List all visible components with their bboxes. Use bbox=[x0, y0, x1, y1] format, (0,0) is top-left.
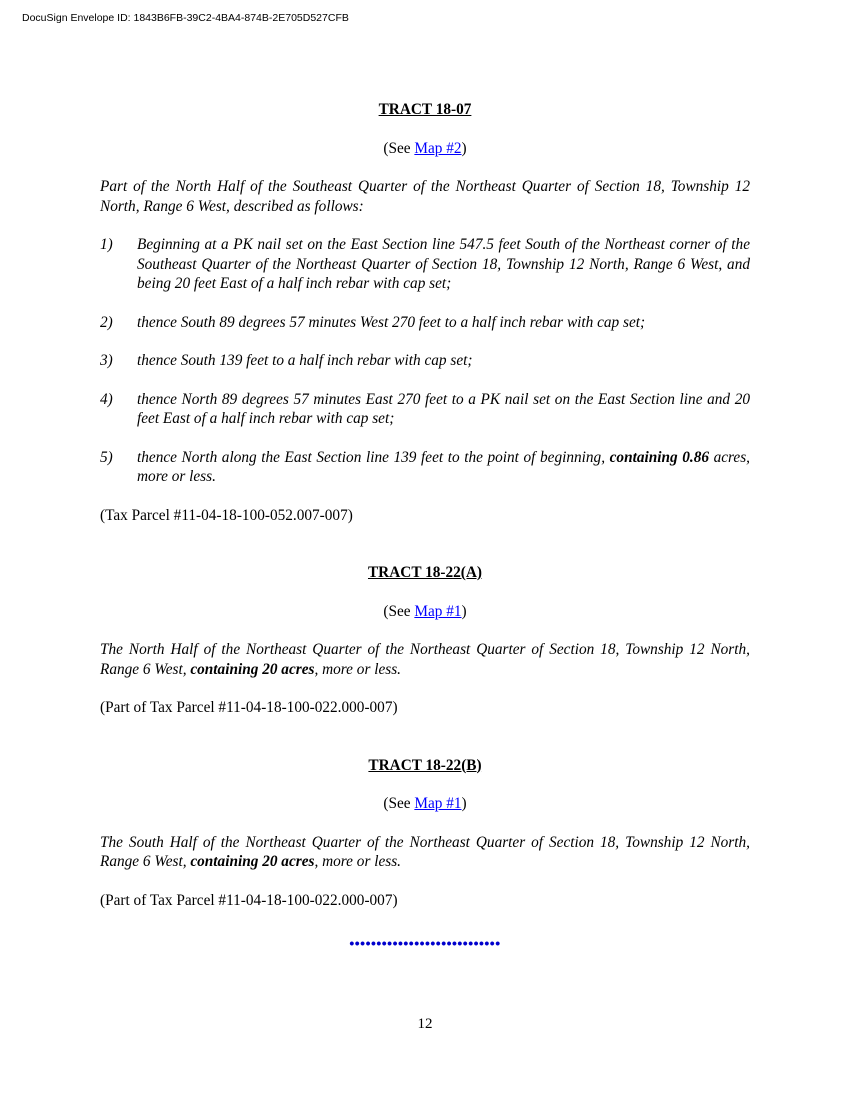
see-map-suffix: ) bbox=[461, 602, 467, 620]
page-number: 12 bbox=[417, 1016, 433, 1032]
see-map-line bbox=[100, 139, 750, 159]
call-text-tail: acres, more or less. bbox=[137, 448, 750, 485]
tax-parcel: (Part of Tax Parcel #11-04-18-100-022.000-007) bbox=[100, 891, 398, 909]
map-link[interactable]: Map #2 bbox=[414, 139, 462, 157]
call-text: thence South 139 feet to a half inch rebar with cap set; bbox=[137, 352, 473, 369]
see-map-prefix: (See bbox=[383, 602, 415, 620]
tax-parcel: (Part of Tax Parcel #11-04-18-100-022.000-007) bbox=[100, 699, 398, 716]
survey-call bbox=[100, 448, 750, 487]
survey-call bbox=[100, 313, 750, 333]
see-map-prefix: (See bbox=[383, 139, 415, 157]
survey-call bbox=[100, 235, 750, 294]
description-tail: , more or less. bbox=[314, 660, 401, 678]
description-lead: The South Half of the Northeast Quarter of the Northeast Quarter of Section 18, Township 12 North, Range 6 West, bbox=[100, 833, 750, 870]
see-map-suffix: ) bbox=[461, 795, 467, 812]
call-number: 1) bbox=[100, 236, 113, 253]
map-link[interactable]: Map #1 bbox=[414, 795, 462, 812]
call-text: thence North 89 degrees 57 minutes East 270 feet to a PK nail set on the East Section line and 20 feet East of a half inch rebar with cap set; bbox=[137, 390, 750, 427]
tract-description bbox=[100, 833, 750, 872]
tract-heading: TRACT 18-07 bbox=[378, 101, 472, 118]
call-number: 5) bbox=[100, 448, 113, 466]
see-map-suffix: ) bbox=[461, 139, 467, 157]
call-text: thence South 89 degrees 57 minutes West 270 feet to a half inch rebar with cap set; bbox=[137, 313, 646, 331]
survey-call bbox=[100, 390, 750, 429]
description-tail: , more or less. bbox=[314, 853, 401, 870]
survey-calls-list bbox=[100, 235, 750, 487]
call-text: Beginning at a PK nail set on the East Section line 547.5 feet South of the Northeast corner of the Southeast Quarter of the Northeast Quarter of Section 18, Township 12 North, Range 6 West, and being 20 feet East of a half inch rebar with cap set; bbox=[137, 236, 750, 292]
tract-description bbox=[100, 640, 750, 679]
description-lead: The North Half of the Northeast Quarter of the Northeast Quarter of Section 18, Township 12 North, Range 6 West, bbox=[100, 641, 750, 678]
docusign-envelope-id: DocuSign Envelope ID: 1843B6FB-39C2-4BA4-874B-2E705D527CFB bbox=[22, 12, 349, 24]
section-separator: •••••••••••••••••••••••••••• bbox=[349, 935, 501, 951]
tract-18-22a bbox=[100, 563, 750, 718]
see-map-line bbox=[100, 602, 750, 622]
map-link[interactable]: Map #1 bbox=[414, 602, 462, 620]
call-text-lead: thence North along the East Section line 139 feet to the point of beginning, bbox=[137, 448, 610, 466]
acreage-bold: containing 20 acres bbox=[190, 853, 315, 870]
call-number: 2) bbox=[100, 313, 113, 331]
call-number: 4) bbox=[100, 390, 113, 408]
tract-heading: TRACT 18-22(B) bbox=[368, 756, 482, 774]
see-map-prefix: (See bbox=[383, 795, 415, 812]
call-number: 3) bbox=[100, 352, 113, 369]
acreage-bold: containing 20 acres bbox=[190, 660, 315, 678]
see-map-line bbox=[100, 794, 750, 814]
tax-parcel: (Tax Parcel #11-04-18-100-052.007-007) bbox=[100, 506, 353, 524]
survey-call bbox=[100, 351, 750, 371]
document-body bbox=[100, 100, 750, 954]
acreage-bold: containing 0.86 bbox=[609, 448, 709, 466]
tract-heading: TRACT 18-22(A) bbox=[367, 564, 483, 581]
tract-18-07 bbox=[100, 100, 750, 525]
call-text bbox=[137, 448, 750, 487]
tract-18-22b bbox=[100, 756, 750, 911]
tract-description: Part of the North Half of the Southeast Quarter of the Northeast Quarter of Section 18, Township 12 North, Range 6 West, described as follows: bbox=[100, 178, 750, 215]
